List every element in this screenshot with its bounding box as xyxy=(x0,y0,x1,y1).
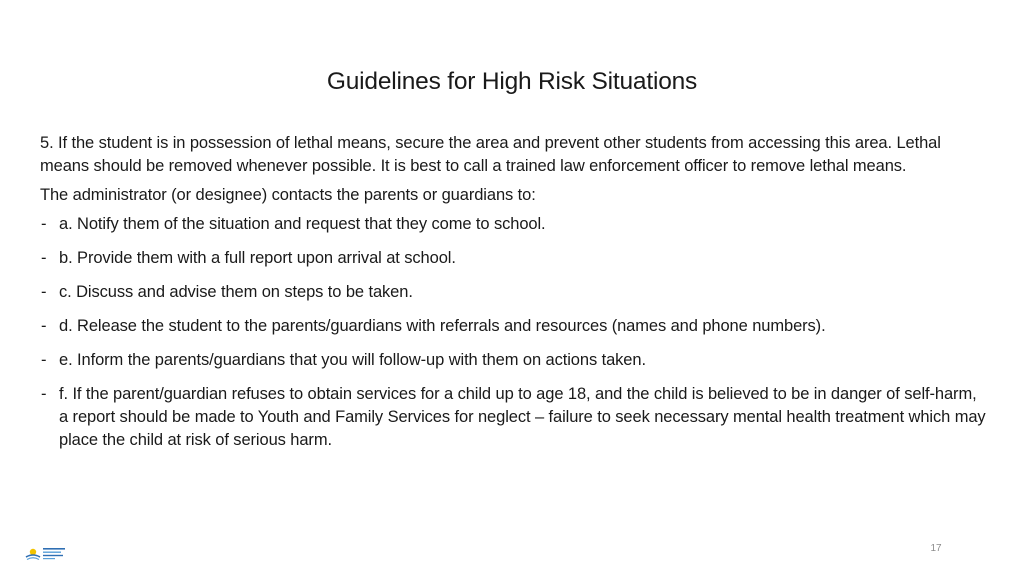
paragraph-lethal-means: 5. If the student is in possession of lethal means, secure the area and prevent other students from accessing this area. Lethal means should be removed whenever possible. It is best to call a trained law enforcement officer to remove lethal means. xyxy=(40,134,941,175)
list-item-notify: - a. Notify them of the situation and request that they come to school. xyxy=(40,213,990,236)
slide-title: Guidelines for High Risk Situations xyxy=(326,68,698,95)
action-list xyxy=(40,213,990,452)
list-item-refusal: - f. If the parent/guardian refuses to obtain services for a child up to age 18, and the child is believed to be in danger of self-harm, a report should be made to Youth and Family Services for neglect – failure to seek necessary mental health treatment which may place the child at risk of serious harm. xyxy=(40,383,990,452)
list-item-inform: - e. Inform the parents/guardians that you will follow-up with them on actions taken. xyxy=(40,349,990,372)
organization-logo-icon xyxy=(24,543,70,563)
slide-body xyxy=(40,132,990,463)
page-number: 17 xyxy=(930,543,942,554)
list-item-report: - b. Provide them with a full report upon arrival at school. xyxy=(40,247,990,270)
paragraph-administrator: The administrator (or designee) contacts the parents or guardians to: xyxy=(40,186,536,204)
list-item-discuss: - c. Discuss and advise them on steps to be taken. xyxy=(40,281,990,304)
list-item-release: - d. Release the student to the parents/guardians with referrals and resources (names and phone numbers). xyxy=(40,315,990,338)
